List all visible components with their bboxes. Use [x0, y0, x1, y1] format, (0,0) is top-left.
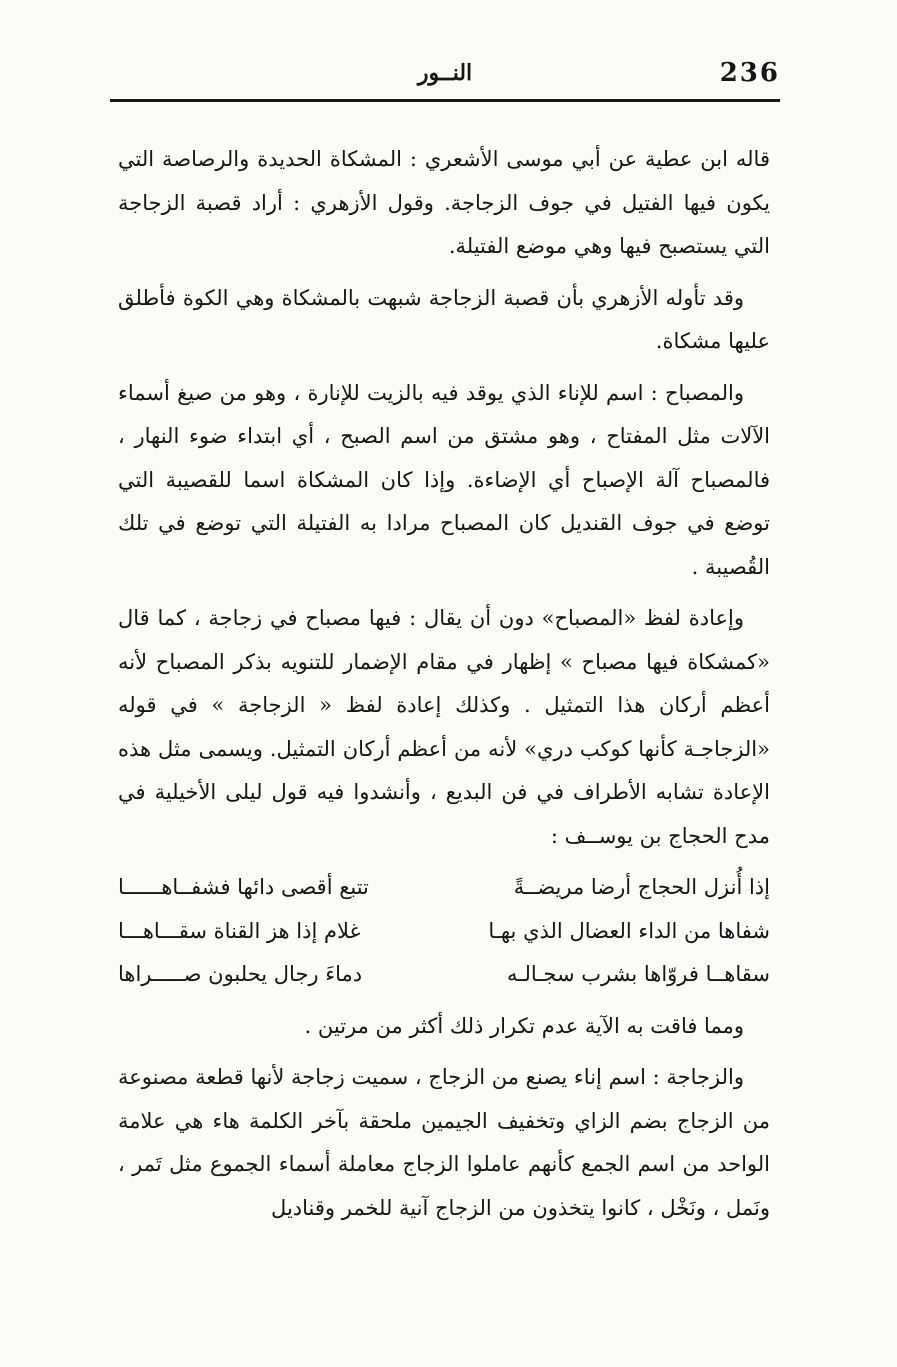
poem — [118, 866, 770, 997]
poem-verse — [118, 910, 770, 954]
paragraph: وقد تأوله الأزهري بأن قصبة الزجاجة شبهت بالمشكاة وهي الكوة فأطلق عليها مشكاة. — [118, 285, 770, 353]
verse-second-hemistich: دماءَ رجال يحلبون صـــــراها — [118, 962, 363, 986]
paragraph: والزجاجة : اسم إناء يصنع من الزجاج ، سميت زجاجة لأنها قطعة مصنوعة من الزجاج بضم الزاي وتخفيف الجيمين ملحقة بآخر الكلمة هاء هي علامة الواحد من اسم الجمع كأنهم عاملوا الزجاج معاملة أسماء الجموع مثل تَمر ، ونَمل ، ونَخْل ، كانوا يتخذون من الزجاج آنية للخمر وقناديل — [118, 1065, 770, 1220]
poem-verse — [118, 866, 770, 910]
chapter-title: النــور — [417, 60, 473, 86]
paragraph: قاله ابن عطية عن أبي موسى الأشعري : المشكاة الحديدة والرصاصة التي يكون فيها الفتيل في جوف الزجاجة. وقول الأزهري : أراد قصبة الزجاجة التي يستصبح فيها وهي موضع الفتيلة. — [118, 147, 770, 258]
header-rule — [110, 99, 780, 102]
verse-first-hemistich: إذا أُنزل الحجاج أرضا مريضــةً — [513, 875, 770, 899]
verse-second-hemistich: تتبع أقصى دائها فشفــاهــــــا — [118, 875, 369, 899]
verse-first-hemistich: شفاها من الداء العضال الذي بهـا — [488, 918, 770, 943]
page-header — [110, 58, 780, 98]
poem-verse — [118, 953, 770, 997]
page-body — [118, 138, 770, 1238]
paragraph: وإعادة لفظ «المصباح» دون أن يقال : فيها مصباح في زجاجة ، كما قال «كمشكاة فيها مصباح » إظهار في مقام الإضمار للتنويه بذكر المصباح لأنه أعظم أركان هذا التمثيل . وكذلك إعادة لفظ « الزجاجة » في قوله «الزجاجـة كأنها كوكب دري» لأنه من أعظم أركان التمثيل. ويسمى مثل هذه الإعادة تشابه الأطراف في فن البديع ، وأنشدوا فيه قول ليلى الأخيلية في مدح الحجاج بن يوســف : — [118, 606, 770, 848]
paragraph: والمصباح : اسم للإناء الذي يوقد فيه بالزيت للإنارة ، وهو من صيغ أسماء الآلات مثل المفتاح ، وهو مشتق من اسم الصبح ، أي ابتداء ضوء النهار ، فالمصباح آلة الإصباح أي الإضاءة. وإذا كان المشكاة اسما للقصيبة التي توضع في جوف القنديل كان المصباح مرادا به الفتيلة التي توضع في تلك القُصيبة . — [118, 380, 770, 579]
verse-second-hemistich: غلام إذا هز القناة سقـــاهـــا — [118, 918, 361, 943]
page-number: 236 — [719, 58, 780, 88]
paragraph: ومما فاقت به الآية عدم تكرار ذلك أكثر من مرتين . — [304, 1013, 744, 1038]
verse-first-hemistich: سقاهــا فروّاها بشرب سجـالـه — [507, 962, 770, 986]
